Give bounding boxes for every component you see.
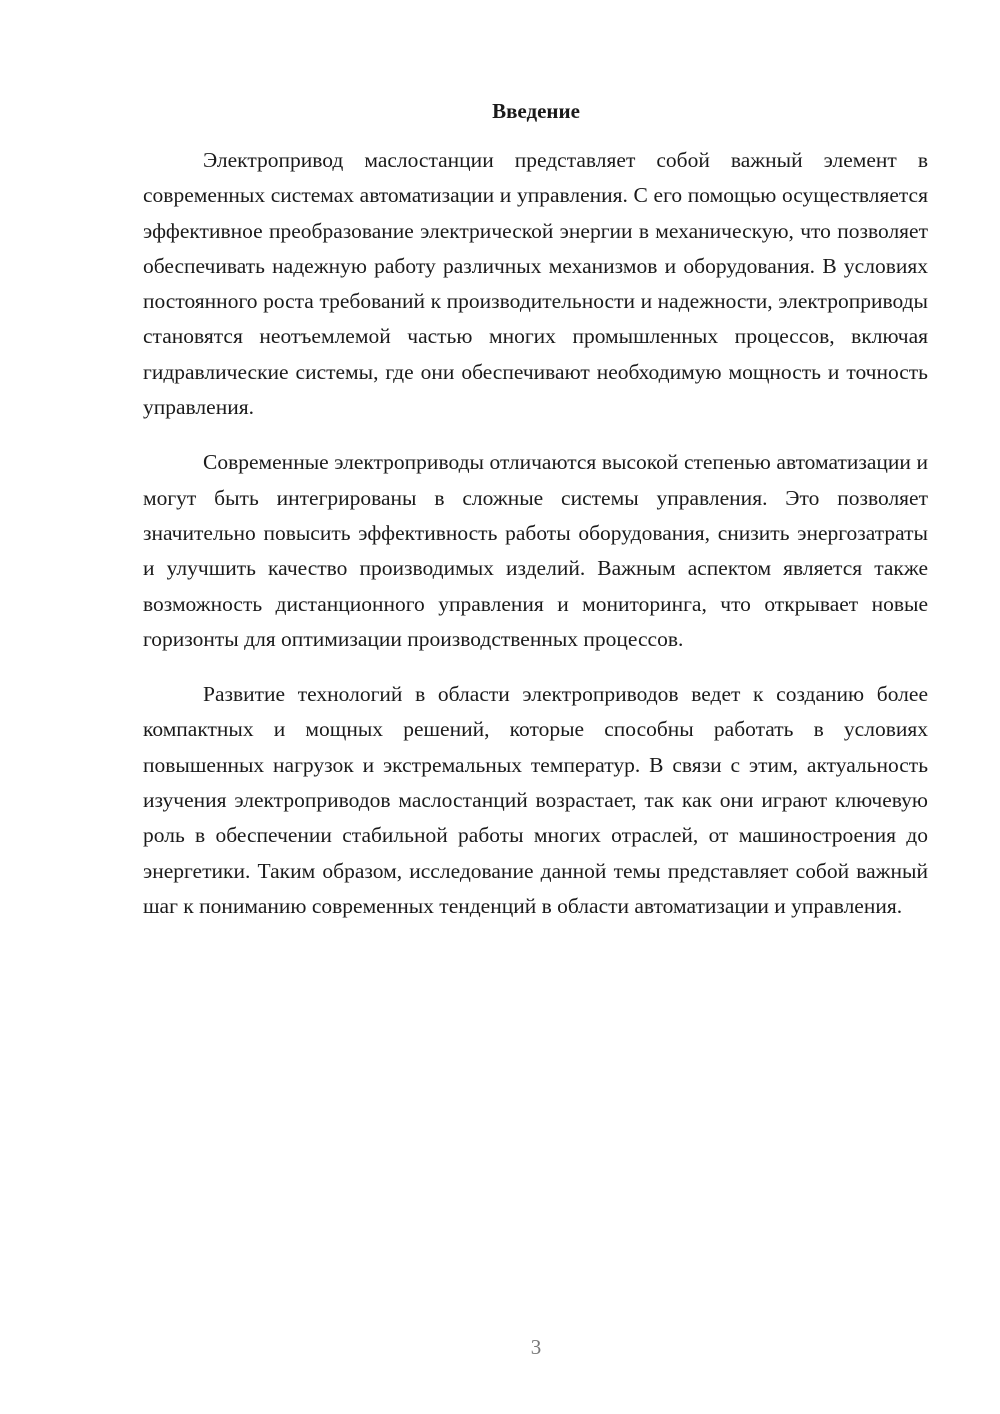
body-text	[143, 143, 928, 944]
page-number: 3	[530, 1335, 542, 1359]
paragraph: Развитие технологий в области электроприводов ведет к созданию более компактных и мощных решений, которые способны работать в условиях повышенных нагрузок и экстремальных температур. В связи с этим, актуальность изучения электроприводов маслостанций возрастает, так как они играют ключевую роль в обеспечении стабильной работы многих отраслей, от машиностроения до энергетики. Таким образом, исследование данной темы представляет собой важный шаг к пониманию современных тенденций в области автоматизации и управления.	[143, 682, 928, 918]
paragraph: Современные электроприводы отличаются высокой степенью автоматизации и могут быть интегрированы в сложные системы управления. Это позволяет значительно повысить эффективность работы оборудования, снизить энергозатраты и улучшить качество производимых изделий. Важным аспектом является также возможность дистанционного управления и мониторинга, что открывает новые горизонты для оптимизации производственных процессов.	[143, 450, 928, 651]
section-heading: Введение	[492, 99, 580, 123]
paragraph: Электропривод маслостанции представляет собой важный элемент в современных системах автоматизации и управления. С его помощью осуществляется эффективное преобразование электрической энергии в механическую, что позволяет обеспечивать надежную работу различных механизмов и оборудования. В условиях постоянного роста требований к производительности и надежности, электроприводы становятся неотъемлемой частью многих промышленных процессов, включая гидравлические системы, где они обеспечивают необходимую мощность и точность управления.	[143, 148, 928, 420]
